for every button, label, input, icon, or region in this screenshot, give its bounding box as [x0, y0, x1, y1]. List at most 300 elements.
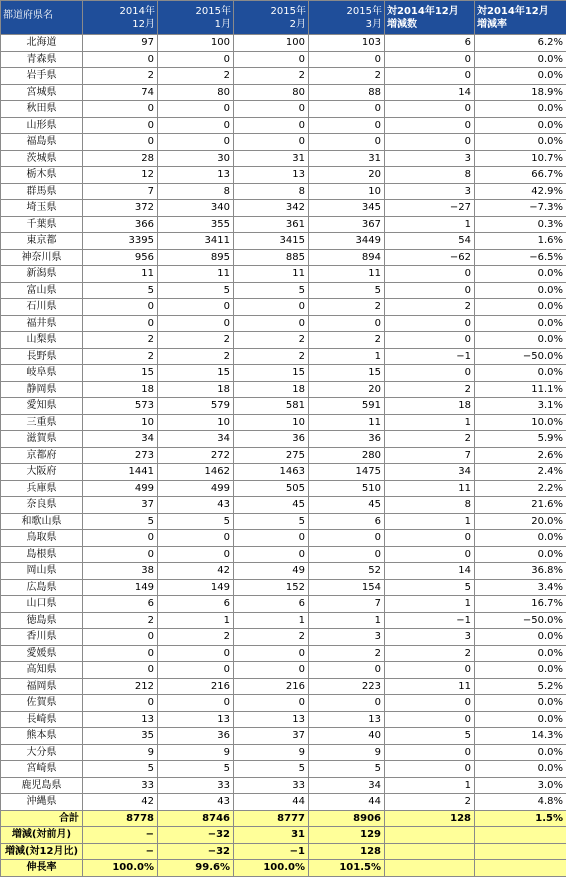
prefecture-name: 青森県 — [1, 51, 83, 68]
table-cell: 573 — [83, 398, 158, 415]
summary-cell: 128 — [309, 843, 385, 860]
table-cell: 0 — [234, 134, 309, 151]
table-cell: 52 — [309, 563, 385, 580]
header-2015-03-year: 2015年 — [347, 6, 382, 17]
table-cell: 97 — [83, 35, 158, 52]
table-cell: 42 — [83, 794, 158, 811]
table-cell: 54 — [385, 233, 475, 250]
table-cell: 505 — [234, 480, 309, 497]
table-cell: 5 — [234, 761, 309, 778]
table-cell: 3449 — [309, 233, 385, 250]
table-cell: 31 — [309, 150, 385, 167]
table-cell: 44 — [309, 794, 385, 811]
prefecture-name: 広島県 — [1, 579, 83, 596]
table-cell: 11 — [385, 480, 475, 497]
prefecture-name: 鹿児島県 — [1, 777, 83, 794]
table-cell: 6 — [158, 596, 234, 613]
prefecture-name: 山梨県 — [1, 332, 83, 349]
table-cell: 2.6% — [475, 447, 566, 464]
table-row — [1, 282, 566, 299]
table-cell: 5 — [385, 728, 475, 745]
prefecture-name: 茨城県 — [1, 150, 83, 167]
table-cell: 3.0% — [475, 777, 566, 794]
prefecture-name: 島根県 — [1, 546, 83, 563]
table-cell: 0 — [385, 530, 475, 547]
table-cell: 0 — [234, 695, 309, 712]
summary-cell: 8778 — [83, 810, 158, 827]
table-cell: 44 — [234, 794, 309, 811]
summary-cell: 31 — [234, 827, 309, 844]
table-cell: 8 — [158, 183, 234, 200]
table-cell: 3 — [309, 629, 385, 646]
table-cell: 5.9% — [475, 431, 566, 448]
prefecture-name: 熊本県 — [1, 728, 83, 745]
table-cell: 272 — [158, 447, 234, 464]
table-cell: 37 — [234, 728, 309, 745]
table-cell: 366 — [83, 216, 158, 233]
table-cell: 34 — [83, 431, 158, 448]
table-row — [1, 233, 566, 250]
summary-cell: − — [83, 827, 158, 844]
table-cell: 1 — [309, 348, 385, 365]
table-cell: 956 — [83, 249, 158, 266]
header-2014-12-month: 12月 — [132, 19, 155, 30]
header-2015-01 — [158, 1, 234, 35]
summary-cell — [385, 843, 475, 860]
table-cell: 1 — [234, 612, 309, 629]
table-cell: 6 — [309, 513, 385, 530]
table-cell: 5 — [83, 282, 158, 299]
summary-label: 伸長率 — [1, 860, 83, 877]
summary-cell — [475, 843, 566, 860]
table-cell: 216 — [158, 678, 234, 695]
table-cell: 2 — [309, 645, 385, 662]
table-cell: 0 — [385, 546, 475, 563]
table-cell: 0 — [385, 315, 475, 332]
table-cell: −27 — [385, 200, 475, 217]
table-cell: 5 — [309, 282, 385, 299]
table-cell: 0.0% — [475, 645, 566, 662]
summary-rows — [1, 810, 566, 876]
table-cell: 0 — [385, 332, 475, 349]
prefecture-name: 埼玉県 — [1, 200, 83, 217]
table-cell: 340 — [158, 200, 234, 217]
prefecture-name: 佐賀県 — [1, 695, 83, 712]
table-cell: 15 — [309, 365, 385, 382]
table-cell: 149 — [83, 579, 158, 596]
table-cell: 0 — [83, 645, 158, 662]
table-row — [1, 596, 566, 613]
table-row — [1, 431, 566, 448]
table-row — [1, 530, 566, 547]
summary-cell: 100.0% — [83, 860, 158, 877]
table-cell: 2 — [385, 794, 475, 811]
table-cell: 0.0% — [475, 530, 566, 547]
table-cell: 13 — [83, 711, 158, 728]
table-cell: 33 — [158, 777, 234, 794]
table-cell: 273 — [83, 447, 158, 464]
table-cell: 3.1% — [475, 398, 566, 415]
header-rate — [475, 1, 566, 35]
summary-cell: 100.0% — [234, 860, 309, 877]
table-cell: 0 — [234, 51, 309, 68]
table-cell: 0 — [234, 117, 309, 134]
prefecture-name: 高知県 — [1, 662, 83, 679]
table-cell: 7 — [309, 596, 385, 613]
summary-cell: 8906 — [309, 810, 385, 827]
table-cell: 499 — [83, 480, 158, 497]
table-cell: 36 — [158, 728, 234, 745]
table-row — [1, 662, 566, 679]
table-cell: 0 — [83, 101, 158, 118]
summary-row-mom — [1, 827, 566, 844]
table-cell: 499 — [158, 480, 234, 497]
table-cell: 0.0% — [475, 117, 566, 134]
table-cell: 0.0% — [475, 662, 566, 679]
table-cell: 275 — [234, 447, 309, 464]
table-cell: 36.8% — [475, 563, 566, 580]
table-cell: 8 — [234, 183, 309, 200]
prefecture-name: 岩手県 — [1, 68, 83, 85]
prefecture-name: 奈良県 — [1, 497, 83, 514]
table-cell: 0.0% — [475, 299, 566, 316]
table-cell: 2 — [234, 68, 309, 85]
table-cell: 20 — [309, 167, 385, 184]
table-cell: 0 — [385, 761, 475, 778]
table-cell: −1 — [385, 348, 475, 365]
table-cell: 0 — [158, 546, 234, 563]
table-cell: 13 — [234, 711, 309, 728]
table-cell: 0 — [234, 645, 309, 662]
header-2015-02-year: 2015年 — [271, 6, 306, 17]
table-cell: 0 — [234, 662, 309, 679]
table-row — [1, 101, 566, 118]
table-cell: −50.0% — [475, 612, 566, 629]
table-row — [1, 183, 566, 200]
table-cell: 0.0% — [475, 629, 566, 646]
table-cell: 885 — [234, 249, 309, 266]
table-cell: 0.0% — [475, 365, 566, 382]
table-cell: 345 — [309, 200, 385, 217]
table-cell: 0 — [234, 530, 309, 547]
table-cell: 33 — [83, 777, 158, 794]
header-rate-line1: 対2014年12月 — [477, 6, 549, 17]
header-2015-01-month: 1月 — [215, 19, 231, 30]
table-row — [1, 480, 566, 497]
table-cell: 5 — [83, 761, 158, 778]
table-row — [1, 464, 566, 481]
prefecture-name: 徳島県 — [1, 612, 83, 629]
table-row — [1, 365, 566, 382]
table-row — [1, 398, 566, 415]
table-cell: 11 — [309, 414, 385, 431]
table-cell: 11.1% — [475, 381, 566, 398]
table-cell: 2 — [234, 332, 309, 349]
prefecture-name: 福井県 — [1, 315, 83, 332]
table-cell: 74 — [83, 84, 158, 101]
table-cell: 3 — [385, 183, 475, 200]
table-cell: 6 — [234, 596, 309, 613]
table-cell: 0 — [309, 530, 385, 547]
table-row — [1, 497, 566, 514]
table-row — [1, 761, 566, 778]
table-cell: 40 — [309, 728, 385, 745]
table-row — [1, 51, 566, 68]
table-cell: 34 — [385, 464, 475, 481]
table-cell: 2 — [83, 348, 158, 365]
summary-row-vs-dec — [1, 843, 566, 860]
table-row — [1, 711, 566, 728]
summary-cell: 101.5% — [309, 860, 385, 877]
table-cell: 1 — [385, 216, 475, 233]
prefecture-name: 兵庫県 — [1, 480, 83, 497]
table-cell: 2 — [83, 332, 158, 349]
table-cell: 355 — [158, 216, 234, 233]
prefecture-name: 宮崎県 — [1, 761, 83, 778]
table-cell: 0 — [83, 51, 158, 68]
table-cell: 0 — [309, 695, 385, 712]
table-cell: 11 — [158, 266, 234, 283]
table-cell: 0 — [83, 299, 158, 316]
table-cell: 0.0% — [475, 134, 566, 151]
table-cell: 2 — [309, 68, 385, 85]
table-cell: −50.0% — [475, 348, 566, 365]
table-cell: 0 — [158, 101, 234, 118]
table-cell: 8 — [385, 497, 475, 514]
table-cell: 15 — [158, 365, 234, 382]
table-cell: 3.4% — [475, 579, 566, 596]
table-cell: 3395 — [83, 233, 158, 250]
table-row — [1, 645, 566, 662]
summary-cell: −32 — [158, 843, 234, 860]
summary-cell: 128 — [385, 810, 475, 827]
prefecture-name: 群馬県 — [1, 183, 83, 200]
header-2015-03 — [309, 1, 385, 35]
table-cell: 0 — [83, 546, 158, 563]
prefecture-name: 北海道 — [1, 35, 83, 52]
table-cell: 0.0% — [475, 332, 566, 349]
prefecture-name: 滋賀県 — [1, 431, 83, 448]
table-cell: 2.2% — [475, 480, 566, 497]
table-cell: 11 — [385, 678, 475, 695]
header-2015-02 — [234, 1, 309, 35]
table-cell: 36 — [234, 431, 309, 448]
table-cell: 80 — [234, 84, 309, 101]
table-cell: 3415 — [234, 233, 309, 250]
prefecture-name: 神奈川県 — [1, 249, 83, 266]
table-cell: 579 — [158, 398, 234, 415]
table-cell: 0 — [83, 134, 158, 151]
table-cell: 16.7% — [475, 596, 566, 613]
table-cell: 5 — [158, 513, 234, 530]
table-cell: 18 — [234, 381, 309, 398]
prefecture-name: 大分県 — [1, 744, 83, 761]
table-cell: 5 — [385, 579, 475, 596]
header-2015-03-month: 3月 — [366, 19, 382, 30]
table-cell: 9 — [158, 744, 234, 761]
table-cell: 10 — [158, 414, 234, 431]
table-cell: 895 — [158, 249, 234, 266]
table-cell: 342 — [234, 200, 309, 217]
table-cell: 0.3% — [475, 216, 566, 233]
prefecture-name: 山口県 — [1, 596, 83, 613]
table-row — [1, 117, 566, 134]
table-cell: 1462 — [158, 464, 234, 481]
table-cell: 2 — [234, 348, 309, 365]
summary-label: 増減(対12月比) — [1, 843, 83, 860]
table-cell: 80 — [158, 84, 234, 101]
table-row — [1, 563, 566, 580]
prefecture-name: 三重県 — [1, 414, 83, 431]
table-cell: 0 — [385, 51, 475, 68]
table-cell: 30 — [158, 150, 234, 167]
table-cell: 9 — [234, 744, 309, 761]
table-cell: 42.9% — [475, 183, 566, 200]
table-cell: 100 — [234, 35, 309, 52]
table-cell: 5 — [234, 513, 309, 530]
table-row — [1, 744, 566, 761]
table-cell: 34 — [158, 431, 234, 448]
prefecture-name: 福島県 — [1, 134, 83, 151]
table-row — [1, 777, 566, 794]
prefecture-name: 愛媛県 — [1, 645, 83, 662]
table-row — [1, 447, 566, 464]
table-cell: 10.7% — [475, 150, 566, 167]
table-cell: 43 — [158, 794, 234, 811]
prefecture-name: 宮城県 — [1, 84, 83, 101]
prefecture-name: 長崎県 — [1, 711, 83, 728]
table-row — [1, 546, 566, 563]
table-cell: 1463 — [234, 464, 309, 481]
table-cell: 18.9% — [475, 84, 566, 101]
header-rate-line2: 増減率 — [477, 19, 507, 30]
table-cell: 13 — [309, 711, 385, 728]
table-row — [1, 249, 566, 266]
table-cell: 2.4% — [475, 464, 566, 481]
table-row — [1, 414, 566, 431]
table-row — [1, 266, 566, 283]
table-row — [1, 35, 566, 52]
table-cell: 6.2% — [475, 35, 566, 52]
table-cell: 14 — [385, 84, 475, 101]
table-cell: 34 — [309, 777, 385, 794]
table-cell: 0 — [158, 645, 234, 662]
table-row — [1, 200, 566, 217]
table-cell: 100 — [158, 35, 234, 52]
table-cell: 45 — [234, 497, 309, 514]
table-row — [1, 695, 566, 712]
table-cell: 0 — [309, 315, 385, 332]
table-cell: 2 — [385, 431, 475, 448]
prefecture-name: 和歌山県 — [1, 513, 83, 530]
table-cell: 2 — [385, 381, 475, 398]
table-row — [1, 513, 566, 530]
table-cell: 13 — [158, 167, 234, 184]
table-cell: −7.3% — [475, 200, 566, 217]
table-row — [1, 794, 566, 811]
table-cell: 43 — [158, 497, 234, 514]
table-cell: 894 — [309, 249, 385, 266]
table-cell: 0 — [158, 51, 234, 68]
prefecture-name: 新潟県 — [1, 266, 83, 283]
table-cell: 1441 — [83, 464, 158, 481]
table-cell: 5 — [309, 761, 385, 778]
table-cell: 7 — [83, 183, 158, 200]
prefecture-name: 香川県 — [1, 629, 83, 646]
table-cell: 0.0% — [475, 101, 566, 118]
header-row — [1, 1, 566, 35]
table-cell: 216 — [234, 678, 309, 695]
summary-label: 増減(対前月) — [1, 827, 83, 844]
summary-cell: 8746 — [158, 810, 234, 827]
prefecture-name: 鳥取県 — [1, 530, 83, 547]
prefecture-name: 長野県 — [1, 348, 83, 365]
table-cell: 0.0% — [475, 695, 566, 712]
table-cell: 0 — [83, 315, 158, 332]
table-cell: 45 — [309, 497, 385, 514]
table-cell: 35 — [83, 728, 158, 745]
header-prefecture: 都道府県名 — [1, 1, 83, 35]
table-cell: 212 — [83, 678, 158, 695]
table-cell: 1 — [385, 414, 475, 431]
table-cell: 1 — [309, 612, 385, 629]
table-cell: 0 — [309, 101, 385, 118]
table-cell: 0 — [158, 117, 234, 134]
table-cell: 13 — [234, 167, 309, 184]
table-cell: 2 — [309, 299, 385, 316]
summary-cell: − — [83, 843, 158, 860]
table-cell: 0 — [385, 365, 475, 382]
summary-row-growth — [1, 860, 566, 877]
table-cell: 4.8% — [475, 794, 566, 811]
table-cell: 36 — [309, 431, 385, 448]
prefecture-name: 千葉県 — [1, 216, 83, 233]
table-cell: −1 — [385, 612, 475, 629]
prefecture-name: 愛知県 — [1, 398, 83, 415]
table-cell: 367 — [309, 216, 385, 233]
header-2015-01-year: 2015年 — [196, 6, 231, 17]
table-cell: 88 — [309, 84, 385, 101]
table-cell: 0 — [385, 282, 475, 299]
table-cell: 9 — [83, 744, 158, 761]
table-cell: 6 — [83, 596, 158, 613]
table-cell: 12 — [83, 167, 158, 184]
table-cell: 10 — [309, 183, 385, 200]
table-cell: 0 — [385, 101, 475, 118]
table-cell: 0.0% — [475, 51, 566, 68]
table-cell: 21.6% — [475, 497, 566, 514]
table-cell: 0 — [385, 662, 475, 679]
table-cell: 8 — [385, 167, 475, 184]
summary-cell: 99.6% — [158, 860, 234, 877]
table-cell: 11 — [309, 266, 385, 283]
table-cell: 149 — [158, 579, 234, 596]
table-cell: 2 — [309, 332, 385, 349]
table-cell: 38 — [83, 563, 158, 580]
table-cell: 0 — [385, 711, 475, 728]
table-cell: 2 — [234, 629, 309, 646]
summary-cell: 129 — [309, 827, 385, 844]
table-cell: 0.0% — [475, 761, 566, 778]
table-cell: 2 — [158, 68, 234, 85]
table-cell: 13 — [158, 711, 234, 728]
table-cell: 0 — [83, 117, 158, 134]
table-row — [1, 381, 566, 398]
table-cell: 0 — [385, 134, 475, 151]
table-cell: 5 — [234, 282, 309, 299]
prefecture-name: 大阪府 — [1, 464, 83, 481]
summary-cell — [385, 827, 475, 844]
